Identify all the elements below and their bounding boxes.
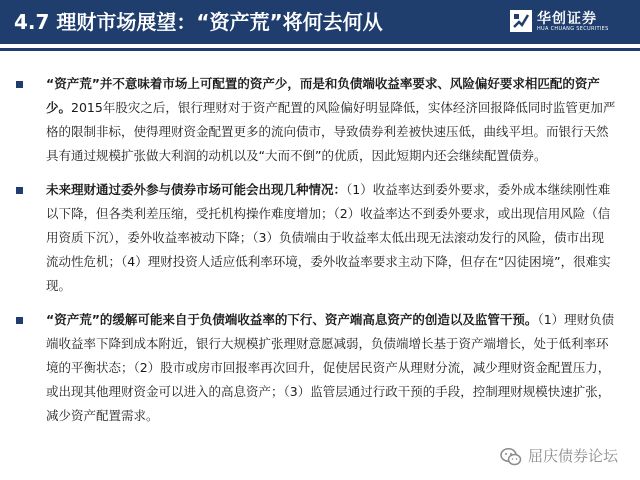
bullet-list (16, 72, 616, 438)
bullet-item (16, 72, 616, 168)
bullet-body: 2015年股灾之后，银行理财对于资产配置的风险偏好明显降低，实体经济回报降低同时监管更加严格的限制非标，使得理财资金配置更多的流向债市，导致债券利差被快速压低，曲线平坦。而银行天然具有通过规模扩张做大利润的动机以及“大而不倒”的优质，因此短期内还会继续配置债券。 (46, 100, 616, 163)
logo-mark-icon (510, 10, 532, 32)
slide-title: 4.7 理财市场展望：“资产荒”将何去何从 (14, 10, 383, 34)
square-bullet-icon (16, 317, 23, 324)
company-logo (510, 7, 628, 37)
square-bullet-icon (16, 81, 23, 88)
logo-name-en: HUA CHUANG SECURITIES (537, 26, 609, 32)
header-divider (0, 48, 640, 51)
logo-name-cn: 华创证券 (537, 11, 597, 27)
wechat-icon (500, 447, 522, 467)
bullet-lead: 未来理财通过委外参与债券市场可能会出现几种情况： (46, 182, 347, 197)
bullet-item (16, 308, 616, 428)
watermark-text: 屈庆债券论坛 (527, 447, 618, 465)
watermark (500, 444, 618, 468)
square-bullet-icon (16, 187, 23, 194)
bullet-body: （1）收益率达到委外要求，委外成本继续刚性难以下降，但各类利差压缩，受托机构操作难度增加；（2）收益率达不到委外要求，或出现信用风险（信用资质下沉），委外收益率被动下降；（3）负债端由于收益率太低出现无法滚动发行的风险，债市出现流动性危机；（4）理财投资人适应低利率环境，委外收益率要求主动下降，但存在“囚徒困境”，很难实现。 (46, 182, 611, 293)
bullet-lead: “资产荒”的缓解可能来自于负债端收益率的下行、资产端高息资产的创造以及监管干预。 (46, 312, 538, 327)
bullet-lead: “资产荒”并不意味着市场上可配置的资产少，而是和负债端收益率要求、风险偏好要求相匹配的资产少。 (46, 76, 600, 115)
slide-header (0, 0, 640, 44)
bullet-item (16, 178, 616, 298)
bullet-body: （1）理财负债端收益率下降到成本附近，银行大规模扩张理财意愿减弱，负债端增长基于资产端增长，处于低利率环境的平衡状态；（2）股市或房市回报率再次回升，促使居民资产从理财分流，减少理财资金配置压力，或出现其他理财资金可以进入的高息资产；（3）监管层通过行政干预的手段，控制理财规模快速扩张，减少资产配置需求。 (46, 312, 615, 423)
